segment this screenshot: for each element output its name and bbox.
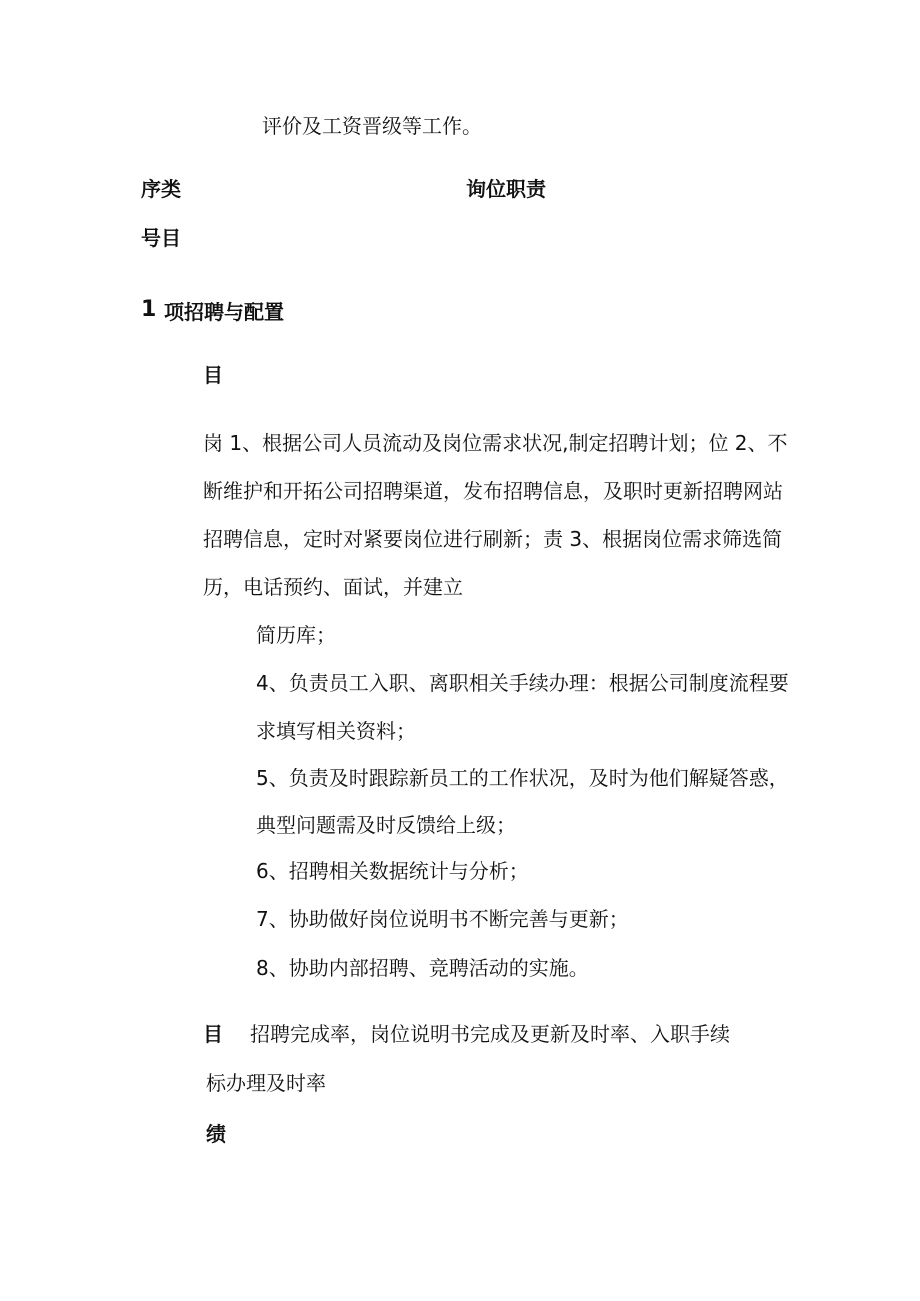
kpi-label-b: 绩 (206, 1122, 226, 1146)
kpi-text-cont: 标办理及时率 (206, 1071, 326, 1095)
kpi-label-a: 目 (203, 1022, 223, 1046)
section-number: 1 (141, 297, 157, 322)
duty-line: 历，电话预约、面试，并建立 (203, 575, 463, 599)
duty-line: 招聘信息，定时对紧要岗位进行刷新；责 3、根据岗位需求筛选简 (203, 527, 783, 551)
duty-item: 8、协助内部招聘、竞聘活动的实施。 (256, 956, 589, 980)
duty-item: 4、负责员工入职、离职相关手续办理：根据公司制度流程要 (256, 671, 789, 695)
duty-item: 典型问题需及时反馈给上级； (256, 813, 516, 837)
duty-item: 简历库； (256, 623, 336, 647)
header-duty: 询位职责 (466, 177, 546, 201)
header-seq-bottom: 号目 (141, 226, 181, 250)
section-title: 项招聘与配置 (164, 300, 284, 324)
duty-item: 5、负责及时跟踪新员工的工作状况，及时为他们解疑答惑， (256, 766, 789, 790)
duty-item: 7、协助做好岗位说明书不断完善与更新； (256, 907, 629, 931)
intro-line: 评价及工资晋级等工作。 (262, 114, 482, 138)
section-title-cont: 目 (203, 363, 223, 387)
header-seq-top: 序类 (141, 177, 181, 201)
duty-item: 6、招聘相关数据统计与分析； (256, 859, 529, 883)
kpi-text: 招聘完成率，岗位说明书完成及更新及时率、入职手续 (250, 1022, 730, 1046)
duty-line: 断维护和开拓公司招聘渠道，发布招聘信息，及职时更新招聘网站 (203, 479, 783, 503)
duty-line: 岗 1、根据公司人员流动及岗位需求状况,制定招聘计划；位 2、不 (203, 431, 788, 455)
duty-item: 求填写相关资料； (256, 719, 416, 743)
